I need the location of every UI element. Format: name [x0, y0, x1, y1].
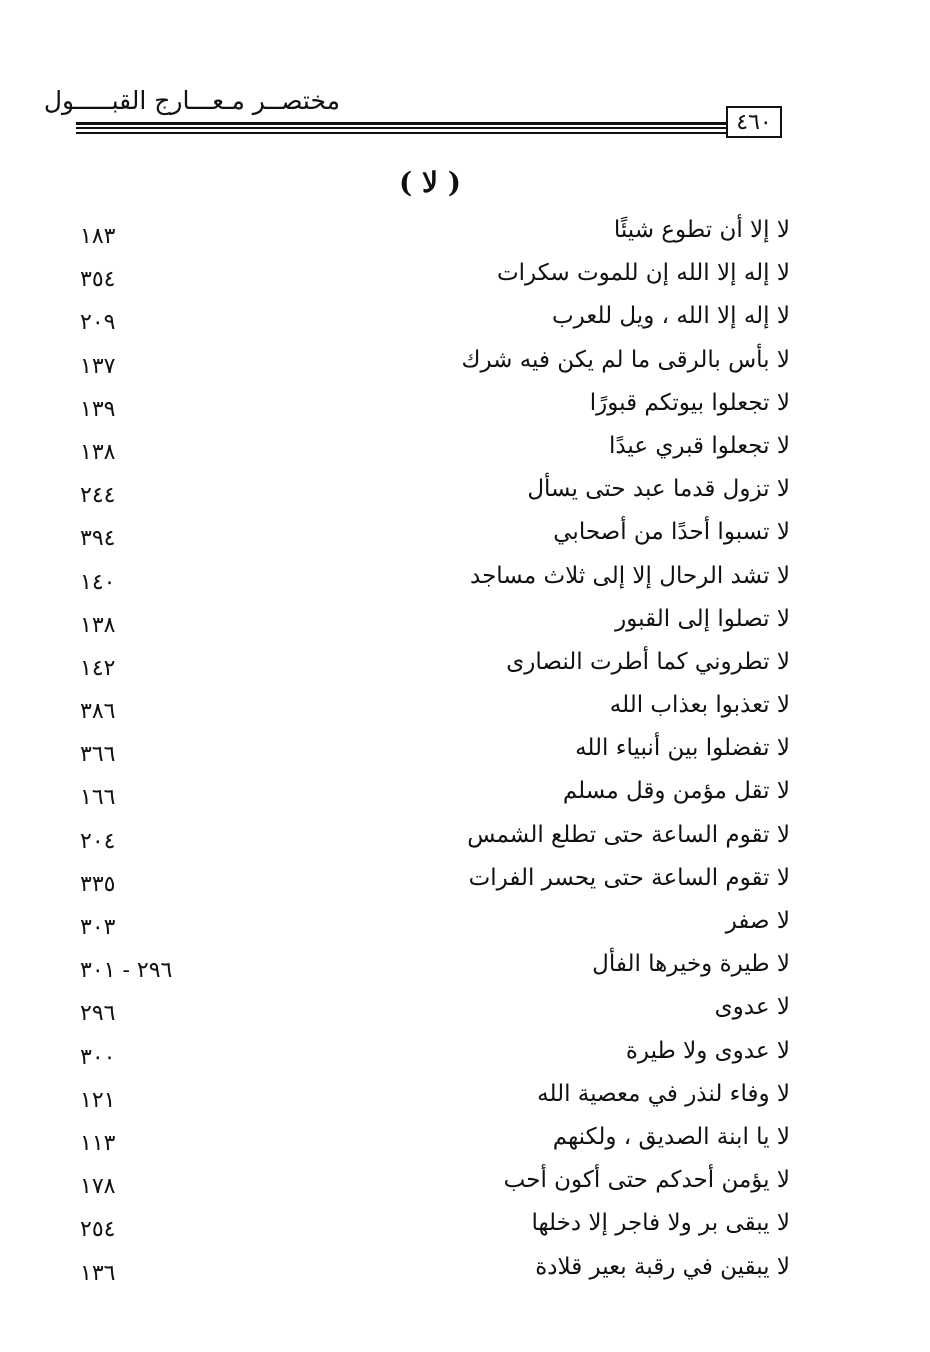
- entry-text: لا تجعلوا قبري عيدًا: [608, 432, 790, 459]
- entry-page-number: ٣٠٠: [80, 1044, 116, 1070]
- entry-text: لا إله إلا الله إن للموت سكرات: [496, 260, 790, 287]
- entry-text: لا تقوم الساعة حتى تطلع الشمس: [467, 821, 790, 848]
- entry-text: لا يا ابنة الصديق ، ولكنهم: [552, 1123, 790, 1150]
- index-entries: [70, 209, 800, 1289]
- index-entry: [70, 295, 800, 338]
- running-title: مختصــر مـعـــارج القبـــــول: [43, 86, 340, 115]
- entry-page-number: ١٤٠: [80, 569, 116, 595]
- entry-text: لا طيرة وخيرها الفأل: [592, 951, 790, 978]
- index-entry: [70, 1202, 800, 1245]
- entry-text: لا تزول قدما عبد حتى يسأل: [527, 476, 790, 503]
- entry-text: لا يؤمن أحدكم حتى أكون أحب: [503, 1167, 790, 1194]
- header-rule-middle: [76, 127, 726, 129]
- index-entry: [70, 986, 800, 1029]
- entry-text: لا تقل مؤمن وقل مسلم: [562, 778, 790, 805]
- index-entry: [70, 814, 800, 857]
- index-entry: [70, 511, 800, 554]
- index-entry: [70, 555, 800, 598]
- header-rule-bottom: [76, 132, 726, 134]
- index-entry: [70, 857, 800, 900]
- entry-page-number: ٣٦٦: [80, 742, 116, 768]
- index-entry: [70, 252, 800, 295]
- entry-page-number: ٣٠٣: [80, 915, 116, 940]
- entry-page-number: ١٧٨: [80, 1174, 116, 1200]
- entry-page-number: ٢٥٤: [80, 1217, 116, 1243]
- index-entry: [70, 900, 800, 943]
- index-entry: [70, 382, 800, 425]
- section-heading: ( لا ): [399, 166, 461, 199]
- index-entry: [70, 727, 800, 770]
- entry-page-number: ١٣٨: [80, 612, 116, 638]
- entry-page-number: ١٨٣: [80, 224, 116, 249]
- entry-text: لا عدوى ولا طيرة: [625, 1037, 790, 1064]
- entry-page-number: ٢٠٩: [80, 310, 116, 336]
- entry-page-number: ١٢١: [80, 1087, 116, 1113]
- index-entry: [70, 468, 800, 511]
- entry-page-number: ٢٠٤: [80, 828, 116, 854]
- entry-text: لا يبقين في رقبة بعير قلادة: [535, 1253, 790, 1280]
- index-entry: [70, 943, 800, 986]
- index-entry: [70, 1116, 800, 1159]
- entry-text: لا تقوم الساعة حتى يحسر الفرات: [468, 864, 790, 891]
- entry-page-number: ٢٩٦ - ٣٠١: [80, 958, 173, 984]
- entry-page-number: ١٣٧: [80, 353, 116, 379]
- entry-page-number: ٣٣٥: [80, 871, 116, 897]
- entry-page-number: ١٦٦: [80, 785, 116, 811]
- entry-text: لا تفضلوا بين أنبياء الله: [575, 735, 790, 762]
- entry-text: لا تصلوا إلى القبور: [615, 605, 790, 632]
- entry-page-number: ١١٣: [80, 1130, 116, 1156]
- entry-text: لا تسبوا أحدًا من أصحابي: [553, 519, 790, 546]
- page-number-box: [726, 106, 782, 138]
- entry-text: لا وفاء لنذر في معصية الله: [537, 1080, 790, 1107]
- entry-text: لا تطروني كما أطرت النصارى: [506, 648, 790, 675]
- index-entry: [70, 1073, 800, 1116]
- index-entry: [70, 684, 800, 727]
- entry-page-number: ٣٩٤: [80, 526, 116, 552]
- entry-page-number: ١٤٢: [80, 655, 116, 681]
- index-entry: [70, 339, 800, 382]
- entry-page-number: ٣٥٤: [80, 267, 116, 293]
- entry-text: لا يبقى بر ولا فاجر إلا دخلها: [531, 1210, 790, 1237]
- index-entry: [70, 770, 800, 813]
- entry-text: لا صفر: [725, 908, 790, 934]
- entry-page-number: ٣٨٦: [80, 699, 116, 725]
- entry-text: لا عدوى: [714, 994, 790, 1021]
- entry-text: لا تشد الرحال إلا إلى ثلاث مساجد: [470, 562, 790, 589]
- entry-page-number: ١٣٨: [80, 439, 116, 465]
- entry-text: لا إله إلا الله ، ويل للعرب: [552, 303, 790, 330]
- header-rule-top: [76, 122, 726, 125]
- index-entry: [70, 598, 800, 641]
- entry-page-number: ٢٤٤: [80, 483, 116, 509]
- entry-text: لا تعذبوا بعذاب الله: [609, 692, 790, 719]
- entry-page-number: ٢٩٦: [80, 1001, 116, 1027]
- entry-text: لا إلا أن تطوع شيئًا: [613, 217, 790, 243]
- index-entry: [70, 425, 800, 468]
- entry-text: لا تجعلوا بيوتكم قبورًا: [589, 389, 790, 416]
- page-number: ٤٦٠: [736, 109, 772, 135]
- entry-page-number: ١٣٦: [80, 1260, 116, 1286]
- index-entry: [70, 209, 800, 252]
- index-entry: [70, 1159, 800, 1202]
- index-entry: [70, 1030, 800, 1073]
- entry-page-number: ١٣٩: [80, 396, 116, 422]
- index-entry: [70, 1246, 800, 1289]
- index-entry: [70, 641, 800, 684]
- entry-text: لا بأس بالرقى ما لم يكن فيه شرك: [461, 346, 790, 373]
